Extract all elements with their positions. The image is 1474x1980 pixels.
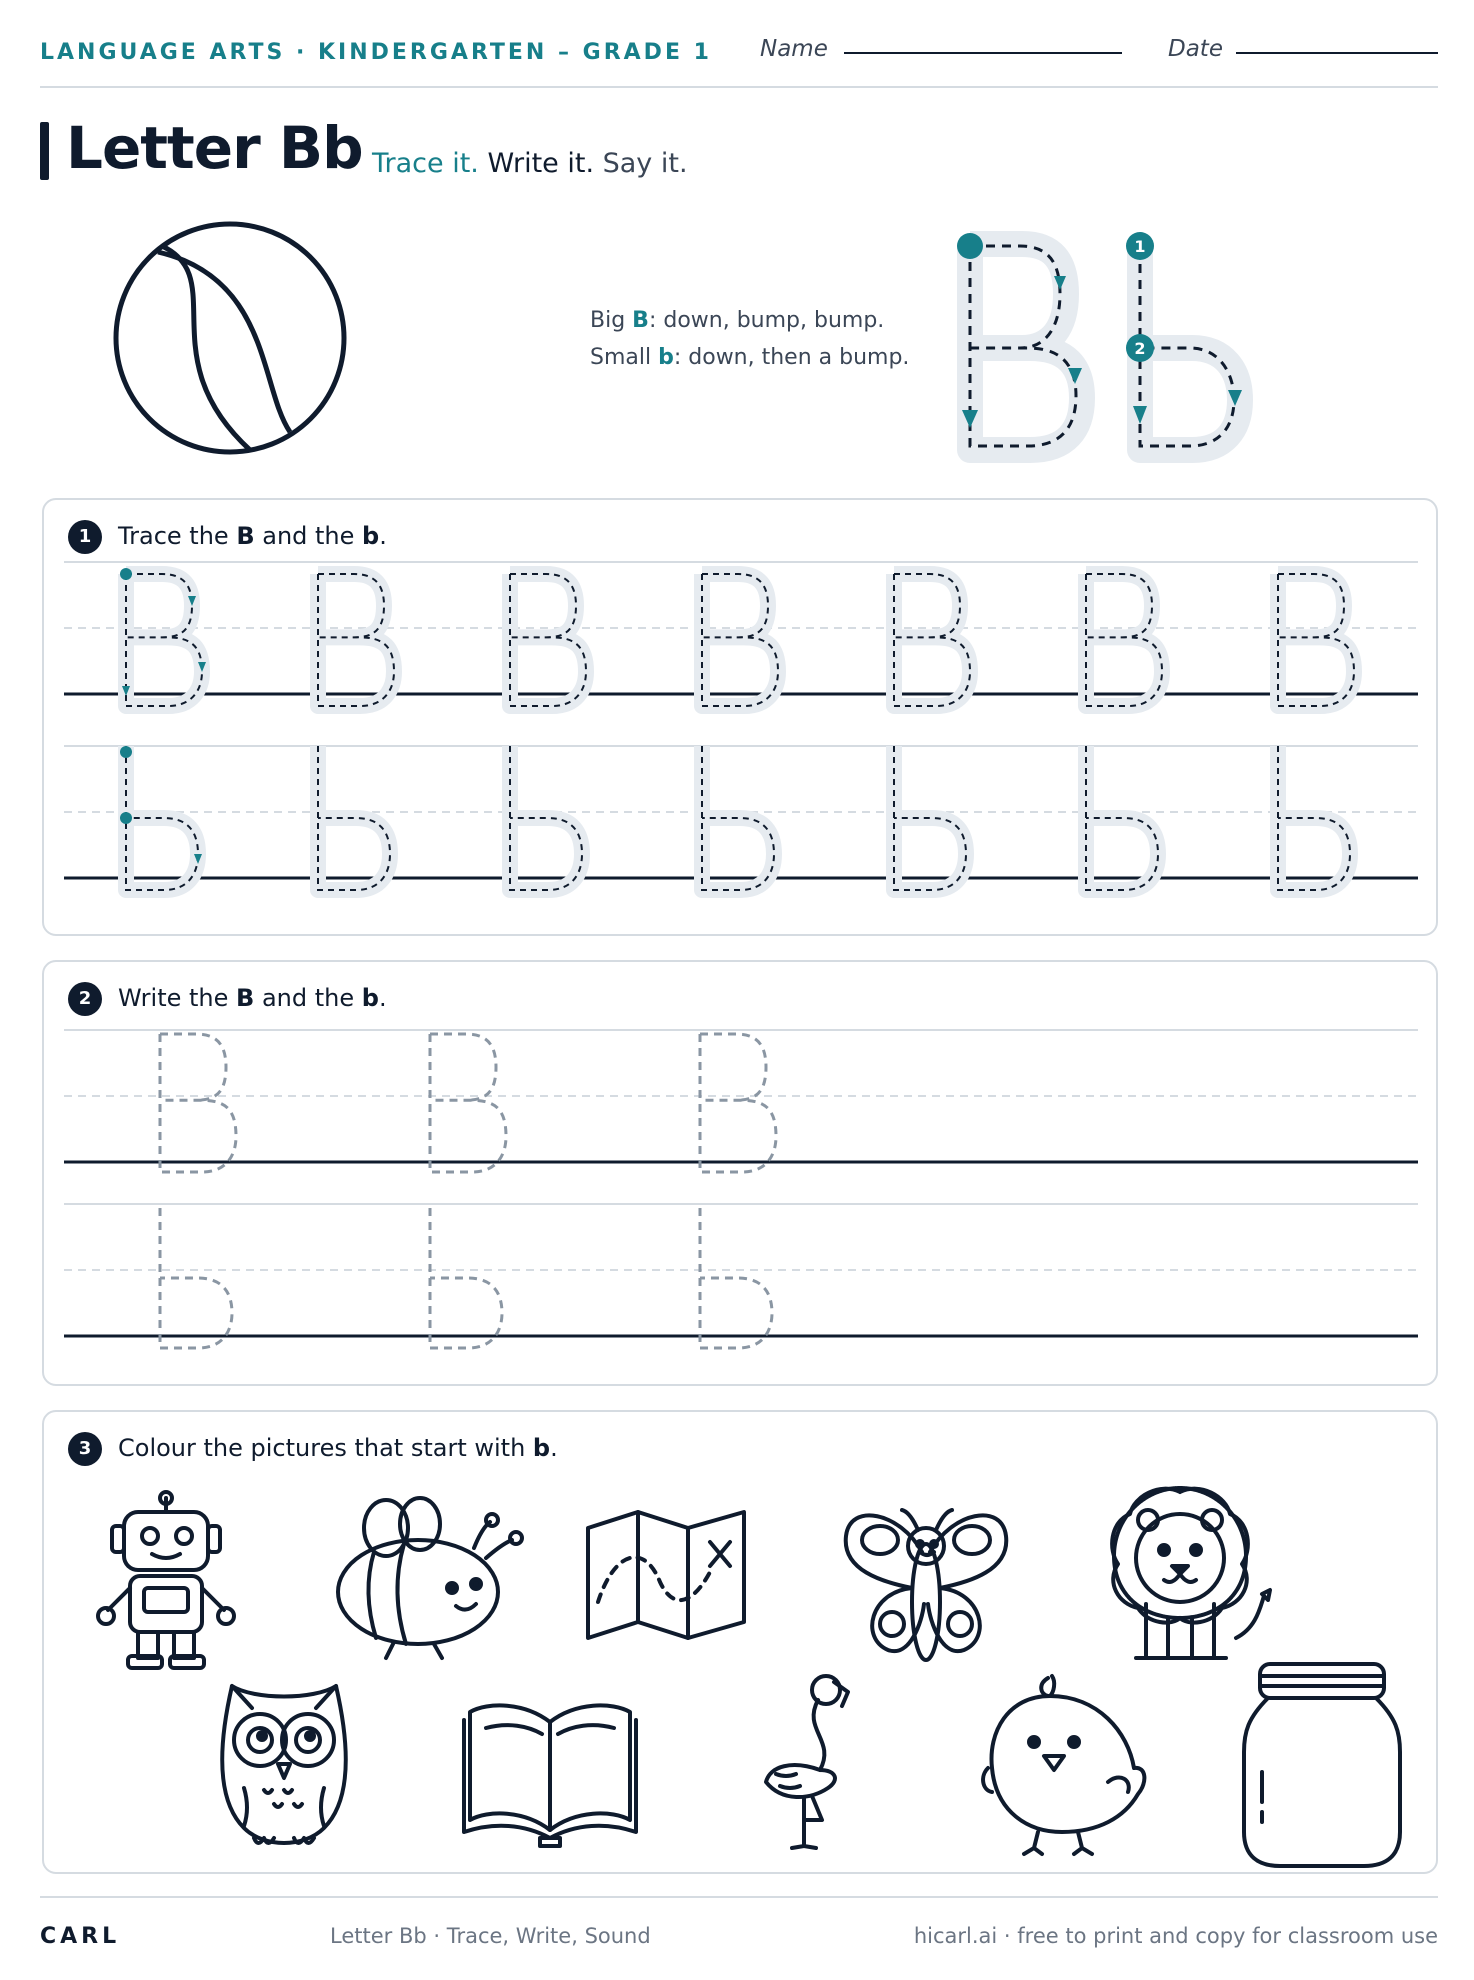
section-number: 2 [68, 982, 102, 1016]
write-instruction: Write the B and the b. [118, 984, 387, 1012]
start-dot [120, 812, 132, 824]
tagline-trace: Trace it. [372, 148, 479, 179]
flamingo-icon[interactable] [766, 1676, 848, 1848]
trace-letter-outline [1278, 574, 1354, 706]
name-field[interactable] [844, 52, 1122, 54]
picture-grid [44, 1412, 1440, 1876]
lion-icon[interactable] [1112, 1488, 1270, 1658]
date-label: Date [1168, 36, 1223, 62]
section-number: 3 [68, 1432, 102, 1466]
instruction-small-b: Small b: down, then a bump. [590, 345, 910, 370]
date-field[interactable] [1236, 52, 1438, 54]
model-letter-lower-b [700, 1208, 772, 1348]
name-label: Name [760, 36, 828, 62]
title-accent-bar [40, 122, 49, 180]
footer-license: hicarl.ai · free to print and copy for classroom use [913, 1924, 1438, 1948]
model-letter-upper-b [700, 1034, 776, 1172]
trace-letter-outline [510, 574, 586, 706]
worksheet-header [40, 36, 1438, 88]
stroke-order-model [940, 224, 1270, 464]
tagline-say: Say it. [602, 148, 688, 179]
start-dot [120, 746, 132, 758]
model-letter-lower-b [160, 1208, 232, 1348]
brand-logo: CARL [40, 1924, 121, 1949]
footer-title: Letter Bb · Trace, Write, Sound [330, 1924, 651, 1948]
trace-practice-area[interactable] [44, 500, 1440, 938]
section-number: 1 [68, 520, 102, 554]
footer-divider [40, 1896, 1438, 1898]
start-dot [120, 568, 132, 580]
stroke-step-2: 2 [1134, 339, 1146, 358]
tagline [372, 148, 688, 179]
model-letter-lower-b [430, 1208, 502, 1348]
instruction-big-b: Big B: down, bump, bump. [590, 308, 885, 333]
chick-icon[interactable] [983, 1676, 1144, 1854]
write-section [42, 960, 1438, 1386]
map-icon[interactable] [588, 1512, 744, 1638]
robot-icon[interactable] [98, 1492, 234, 1668]
model-letter-b [1126, 232, 1242, 450]
subject-label: LANGUAGE ARTS · KINDERGARTEN – GRADE 1 [40, 40, 712, 65]
stroke-instructions [590, 302, 909, 376]
model-letter-upper-b [430, 1034, 506, 1172]
ball-icon [110, 218, 350, 458]
trace-letter-outline [126, 574, 202, 706]
colour-instruction: Colour the pictures that start with b. [118, 1434, 558, 1462]
colour-section [42, 1410, 1438, 1874]
jar-icon[interactable] [1244, 1664, 1400, 1866]
trace-letter-outline [318, 574, 394, 706]
trace-letter-outline [1086, 574, 1162, 706]
book-icon[interactable] [464, 1705, 636, 1846]
model-letter-B [957, 233, 1082, 450]
tagline-write: Write it. [487, 148, 595, 179]
write-practice-area[interactable] [44, 962, 1440, 1388]
trace-letter-outline [894, 574, 970, 706]
model-letter-upper-b [160, 1034, 236, 1172]
trace-letter-outline [702, 574, 778, 706]
butterfly-icon[interactable] [846, 1510, 1007, 1660]
page-title: Letter Bb [66, 114, 363, 182]
trace-instruction: Trace the B and the b. [118, 522, 387, 550]
bee-icon[interactable] [338, 1498, 522, 1658]
trace-section [42, 498, 1438, 936]
owl-icon[interactable] [222, 1686, 346, 1843]
stroke-step-1: 1 [1134, 237, 1146, 256]
